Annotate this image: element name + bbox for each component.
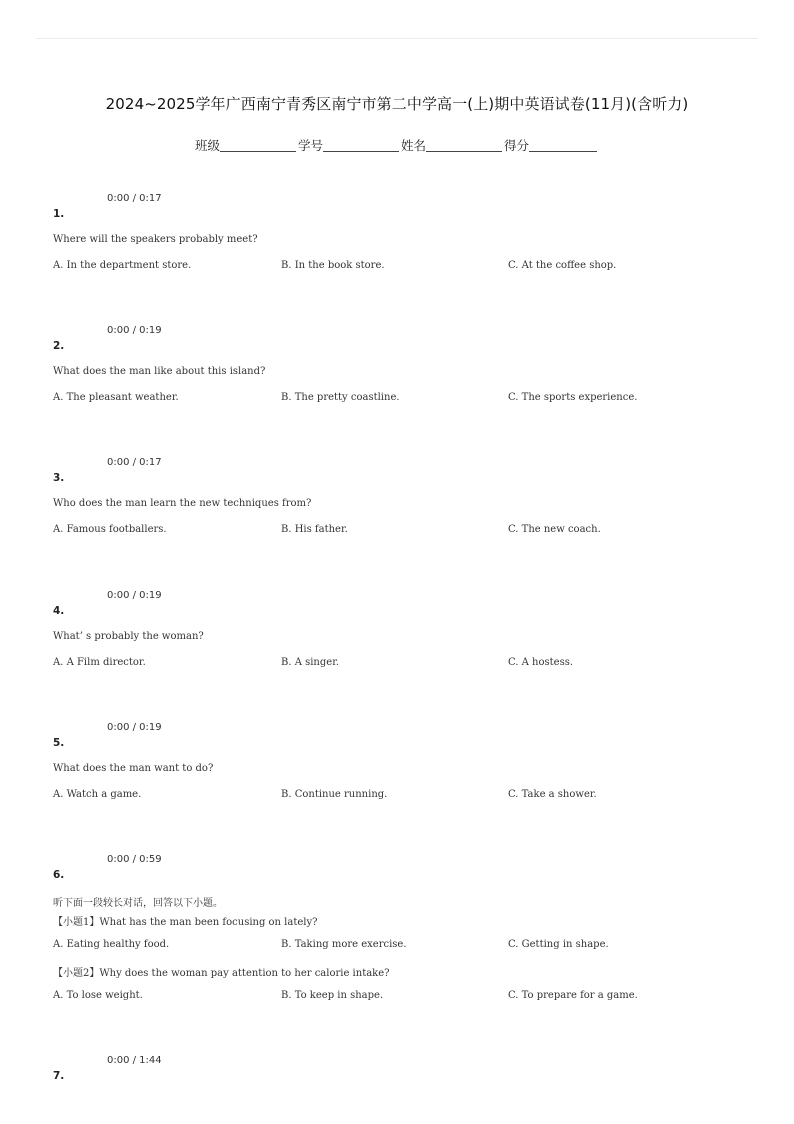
question-stem: What does the man want to do? [53,763,214,774]
question-number: 2. [53,340,65,352]
audio-player-time[interactable]: 0:00 / 0:17 [107,457,162,468]
question-number: 5. [53,737,65,749]
sub1-option-a[interactable]: A. Eating healthy food. [53,939,170,950]
question-number: 6. [53,869,65,881]
option-a[interactable]: A. In the department store. [53,260,192,271]
sub-question-2: 【小题2】Why does the woman pay attention to her calorie intake? [53,968,390,979]
question-number: 7. [53,1070,65,1082]
question-stem: Who does the man learn the new techniques from? [53,498,312,509]
option-b[interactable]: B. In the book store. [281,260,385,271]
audio-player-time[interactable]: 0:00 / 0:19 [107,325,162,336]
question-number: 3. [53,472,65,484]
option-a[interactable]: A. Famous footballers. [53,524,167,535]
sub2-option-a[interactable]: A. To lose weight. [53,990,143,1001]
class-blank[interactable] [220,138,296,152]
option-a[interactable]: A. A Film director. [53,657,146,668]
sub1-option-c[interactable]: C. Getting in shape. [508,939,609,950]
question-stem: What does the man like about this island? [53,366,266,377]
audio-player-time[interactable]: 0:00 / 0:59 [107,854,162,865]
option-c[interactable]: C. Take a shower. [508,789,597,800]
option-c[interactable]: C. The new coach. [508,524,601,535]
audio-player-time[interactable]: 0:00 / 1:44 [107,1055,162,1066]
name-label: 姓名 [401,138,427,153]
question-intro: 听下面一段较长对话，回答以下小题。 [53,898,223,909]
option-b[interactable]: B. His father. [281,524,348,535]
audio-player-time[interactable]: 0:00 / 0:17 [107,193,162,204]
question-stem: What’ s probably the woman? [53,631,204,642]
score-label: 得分 [504,138,530,153]
option-a[interactable]: A. The pleasant weather. [53,392,179,403]
option-c[interactable]: C. The sports experience. [508,392,638,403]
option-c[interactable]: C. A hostess. [508,657,574,668]
question-number: 1. [53,208,65,220]
sub2-option-c[interactable]: C. To prepare for a game. [508,990,638,1001]
number-blank[interactable] [323,138,399,152]
name-blank[interactable] [426,138,502,152]
question-stem: Where will the speakers probably meet? [53,234,258,245]
audio-player-time[interactable]: 0:00 / 0:19 [107,590,162,601]
student-info-line [0,136,794,154]
option-b[interactable]: B. The pretty coastline. [281,392,400,403]
class-label: 班级 [194,138,220,153]
score-blank[interactable] [529,138,597,152]
top-divider [36,38,758,39]
option-c[interactable]: C. At the coffee shop. [508,260,617,271]
option-b[interactable]: B. Continue running. [281,789,388,800]
sub1-option-b[interactable]: B. Taking more exercise. [281,939,407,950]
option-a[interactable]: A. Watch a game. [53,789,142,800]
audio-player-time[interactable]: 0:00 / 0:19 [107,722,162,733]
option-b[interactable]: B. A singer. [281,657,340,668]
page-title: 2024~2025学年广西南宁青秀区南宁市第二中学高一(上)期中英语试卷(11月)(含听力) [105,95,689,113]
question-number: 4. [53,605,65,617]
sub2-option-b[interactable]: B. To keep in shape. [281,990,384,1001]
sub-question-1: 【小题1】What has the man been focusing on lately? [53,917,318,928]
number-label: 学号 [297,138,323,153]
